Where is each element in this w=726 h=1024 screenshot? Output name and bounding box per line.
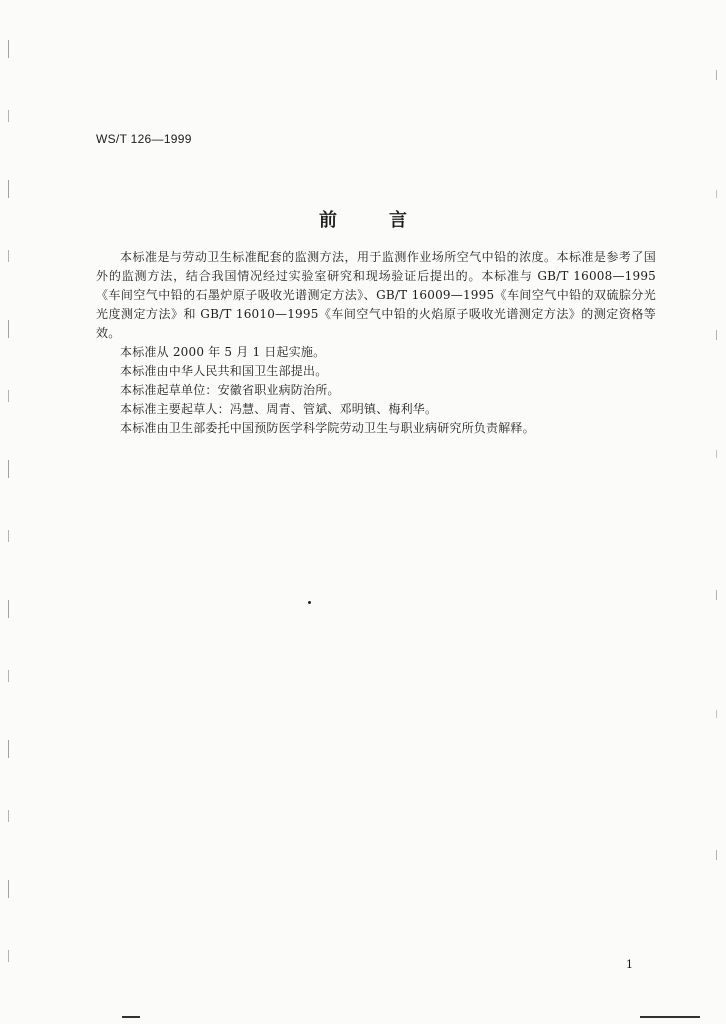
- scan-edge-left: [8, 40, 9, 990]
- scan-bottom-mark: [640, 1016, 700, 1018]
- page-number: 1: [626, 958, 633, 971]
- preface-paragraph: 本标准由中华人民共和国卫生部提出。: [120, 364, 328, 378]
- page-title: [0, 206, 726, 232]
- standard-code: WS/T 126—1999: [96, 132, 192, 146]
- title-char-2: 言: [389, 210, 407, 231]
- scan-edge-right: [716, 70, 717, 970]
- preface-paragraph: 本标准由卫生部委托中国预防医学科学院劳动卫生与职业病研究所负责解释。: [120, 421, 535, 435]
- scan-speck: [308, 601, 311, 604]
- scan-bottom-mark: [122, 1016, 140, 1018]
- preface-paragraph: 本标准起草单位：安徽省职业病防治所。: [120, 383, 340, 397]
- title-char-1: 前: [319, 210, 337, 231]
- preface-paragraph: 本标准从 2000 年 5 月 1 日起实施。: [120, 345, 326, 359]
- preface-paragraph: 本标准是与劳动卫生标准配套的监测方法，用于监测作业场所空气中铅的浓度。本标准是参考了国外的监测方法，结合我国情况经过实验室研究和现场验证后提出的。本标准与 GB/T 16008—1995《车间空气中铅的石墨炉原子吸收光谱测定方法》、GB/T 16009—1995《车间空气中铅的双硫腙分光光度测定方法》和 GB/T 16010—1995《车间空气中铅的火焰原子吸收光谱测定方法》的测定资格等效。: [96, 250, 656, 340]
- preface-body: [96, 248, 656, 438]
- preface-paragraph: 本标准主要起草人：冯慧、周青、管斌、邓明镇、梅利华。: [120, 402, 438, 416]
